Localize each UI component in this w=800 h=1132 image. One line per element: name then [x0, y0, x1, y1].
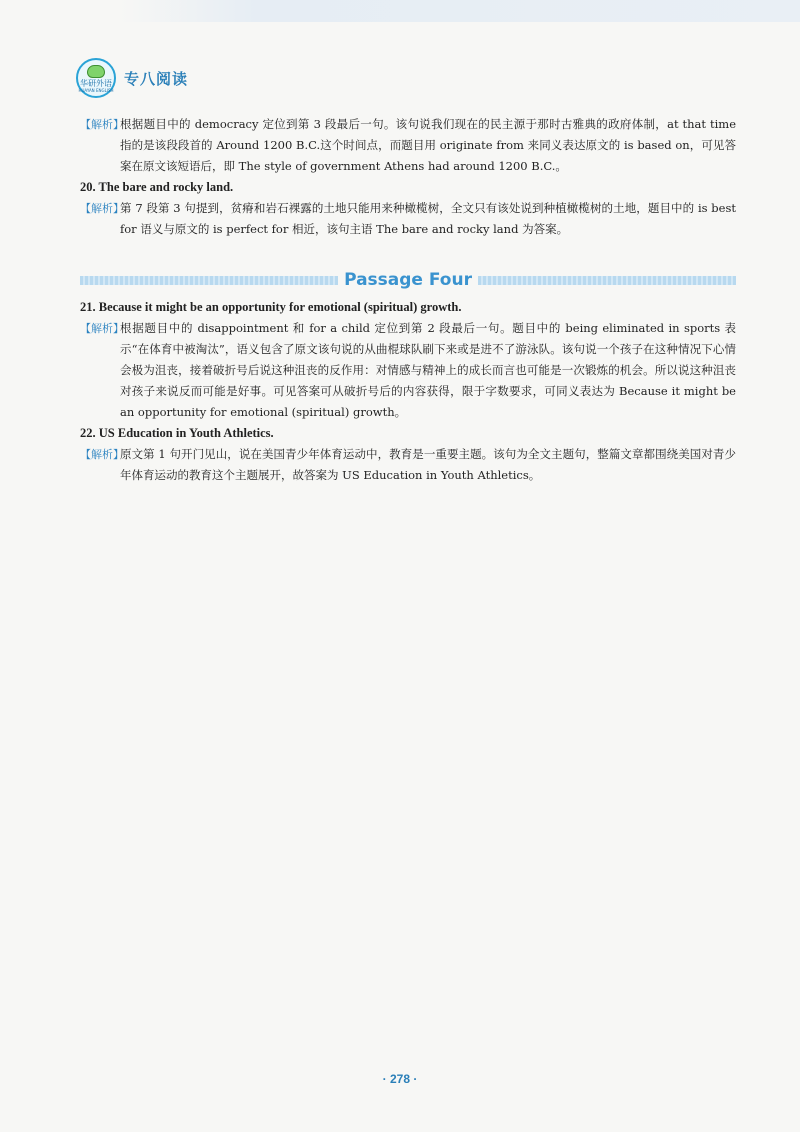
analysis-label: 【解析】 — [80, 202, 124, 215]
page-header — [76, 58, 188, 98]
frog-mascot-icon — [87, 65, 105, 78]
top-decorative-strip — [120, 0, 800, 22]
divider-bar-right — [478, 276, 736, 285]
analysis-paragraph — [80, 198, 736, 240]
logo-text: 华研外语 — [80, 79, 112, 88]
divider-bar-left — [80, 276, 338, 285]
passage-divider — [80, 270, 736, 291]
book-title: 专八阅读 — [124, 69, 189, 88]
analysis-text: 根据题目中的 disappointment 和 for a child 定位到第 2 段最后一句。题目中的 being eliminated in sports 表示“在体育中被淘汰”，语义包含了原文该句说的从曲棍球队刷下来或是进不了游泳队。该句说一个孩子在这种情况下心情会极为沮丧，接着破折号后说这种沮丧的反作用：对情感与精神上的成长而言也可能是一次锻炼的机会。所以说这种沮丧对孩子来说反而可能是好事。可见答案可从破折号后的内容获得，限于字数要求，可同义表达为 Because it might be an opportunity for emotional (spiritual) growth。 — [120, 321, 736, 419]
publisher-logo — [76, 58, 116, 98]
analysis-label: 【解析】 — [80, 448, 124, 461]
analysis-label: 【解析】 — [80, 322, 124, 335]
analysis-text: 原文第 1 句开门见山，说在美国青少年体育运动中，教育是一重要主题。该句为全文主题句，整篇文章都围绕美国对青少年体育运动的教育这个主题展开，故答案为 US Education in Youth Athletics。 — [120, 447, 736, 482]
analysis-paragraph — [80, 444, 736, 486]
answer-heading: 20. The bare and rocky land. — [80, 180, 234, 194]
passage-title: Passage Four — [344, 270, 472, 290]
answer-heading: 21. Because it might be an opportunity for emotional (spiritual) growth. — [80, 300, 462, 314]
analysis-label: 【解析】 — [80, 118, 124, 131]
analysis-paragraph — [80, 114, 736, 177]
page-number: · 278 · — [382, 1072, 418, 1086]
analysis-paragraph — [80, 318, 736, 423]
logo-subtext: HUAYAN ENGLISH — [78, 88, 114, 93]
analysis-text: 第 7 段第 3 句提到，贫瘠和岩石裸露的土地只能用来种橄榄树，全文只有该处说到种植橄榄树的土地，题目中的 is best for 语义与原文的 is perfect for 相近，该句主语 The bare and rocky land 为答案。 — [120, 201, 736, 236]
page-content — [80, 114, 736, 486]
analysis-text: 根据题目中的 democracy 定位到第 3 段最后一句。该句说我们现在的民主源于那时古雅典的政府体制，at that time 指的是该段段首的 Around 1200 B.C.这个时间点，而题目用 originate from 来同义表达原文的 is based on，可见答案在原文该短语后，即 The style of government Athens had around 1200 B.C.。 — [120, 117, 736, 173]
answer-heading: 22. US Education in Youth Athletics. — [80, 426, 274, 440]
